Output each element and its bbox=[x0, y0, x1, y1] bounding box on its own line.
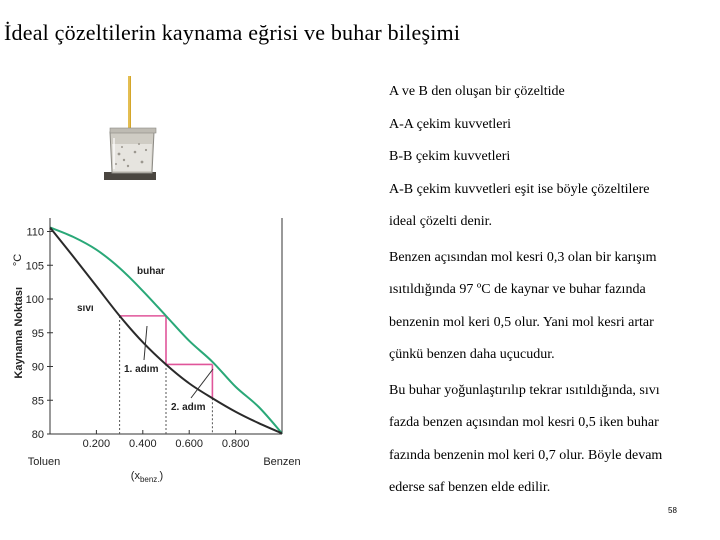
page-number: 58 bbox=[668, 506, 677, 515]
paragraph-ab bbox=[389, 174, 714, 239]
text-line: Benzen açısından mol kesri 0,3 olan bir karışım bbox=[389, 249, 657, 265]
text-line: ideal çözelti denir. bbox=[389, 214, 493, 229]
y-axis-label: Kaynama Noktası bbox=[13, 286, 25, 379]
paragraph-aa bbox=[389, 109, 714, 142]
y-tick-label: 80 bbox=[31, 429, 44, 441]
y-unit-label: °C bbox=[12, 253, 24, 267]
liquid-label: sıvı bbox=[77, 303, 94, 314]
slide-title: İdeal çözeltilerin kaynama eğrisi ve buhar bileşimi bbox=[4, 20, 461, 45]
paragraph-benzene-03 bbox=[389, 242, 714, 372]
text-line: ederse saf benzen elde edilir. bbox=[389, 480, 551, 495]
x-tick-label: 0.400 bbox=[129, 438, 157, 450]
step-label: 1. adım bbox=[124, 364, 159, 375]
x-right-label: Benzen bbox=[263, 456, 301, 468]
text-line: çünkü benzen daha uçucudur. bbox=[389, 347, 555, 362]
text-line: fazında benzenin mol keri 0,7 olur. Böyle devam bbox=[389, 447, 663, 463]
x-left-label: Toluen bbox=[27, 456, 61, 468]
beaker-thermometer-image bbox=[104, 74, 160, 184]
text-line: benzenin mol keri 0,5 olur. Yani mol kesri artar bbox=[389, 314, 654, 330]
text-line: B-B çekim kuvvetleri bbox=[389, 149, 511, 164]
paragraph-condense bbox=[389, 375, 714, 505]
paragraph-intro bbox=[389, 76, 714, 109]
y-tick-label: 105 bbox=[25, 260, 44, 273]
x-tick-label: 0.800 bbox=[221, 438, 250, 450]
text-line: A ve B den oluşan bir çözeltide bbox=[389, 84, 565, 99]
step-pointer-line bbox=[191, 369, 213, 398]
y-tick-label: 100 bbox=[25, 294, 44, 306]
vapor-label: buhar bbox=[137, 266, 165, 277]
x-tick-label: 0.600 bbox=[175, 438, 203, 450]
text-line: fazda benzen açısından mol kesri 0,5 iken buhar bbox=[389, 415, 659, 430]
text-line: ısıtıldığında 97 ºC de kaynar ve buhar fazında bbox=[389, 282, 646, 297]
chart-axes bbox=[47, 218, 282, 434]
x-tick-label: 0.200 bbox=[82, 438, 111, 450]
paragraph-bb bbox=[389, 141, 714, 174]
text-line: A-B çekim kuvvetleri eşit ise böyle çözeltilere bbox=[389, 181, 650, 197]
explanation-text bbox=[389, 76, 714, 505]
y-tick-label: 85 bbox=[31, 395, 44, 408]
boiling-point-diagram bbox=[0, 195, 340, 495]
text-line: A-A çekim kuvvetleri bbox=[389, 116, 512, 132]
y-tick-label: 110 bbox=[26, 226, 44, 239]
step-label: 2. adım bbox=[171, 402, 206, 413]
text-line: Bu buhar yoğunlaştırılıp tekrar ısıtıldığında, sıvı bbox=[389, 382, 660, 398]
y-tick-label: 90 bbox=[31, 361, 44, 374]
y-tick-label: 95 bbox=[31, 327, 44, 340]
x-axis-label: $(x_{benz.})$ bbox=[130, 470, 164, 484]
